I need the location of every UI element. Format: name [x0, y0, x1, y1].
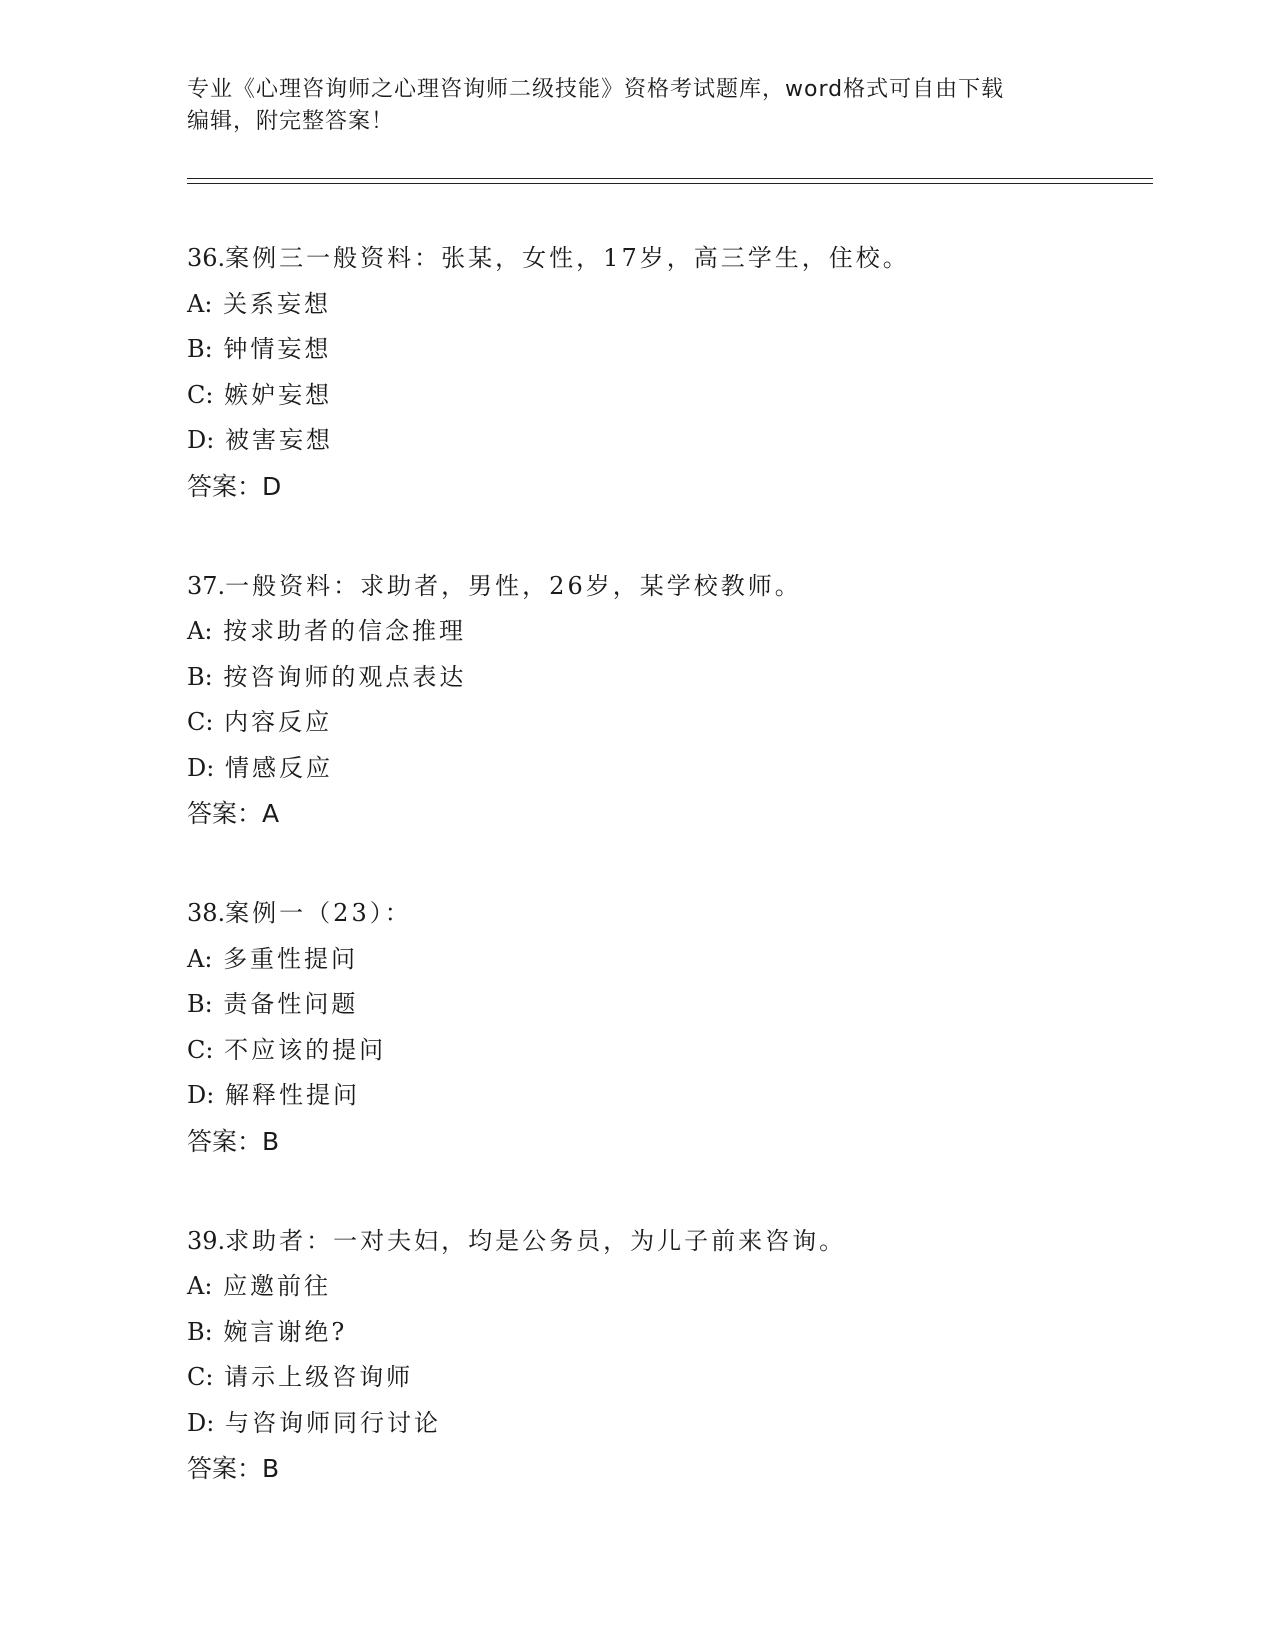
option-key: C: — [187, 1035, 214, 1064]
question-number: 37. — [187, 571, 226, 600]
option-a — [187, 1264, 1153, 1310]
option-text: 按求助者的信念推理 — [223, 617, 467, 645]
answer-label: 答案： — [187, 1454, 263, 1483]
question-36 — [187, 236, 1153, 510]
option-c — [187, 1028, 1153, 1074]
answer-label: 答案： — [187, 1126, 263, 1156]
question-39 — [187, 1219, 1153, 1493]
header-divider-top — [187, 178, 1153, 179]
option-c — [187, 700, 1153, 746]
option-key: D: — [187, 426, 215, 454]
option-text: 应邀前往 — [223, 1272, 332, 1300]
answer-label: 答案： — [187, 471, 263, 501]
option-a — [187, 282, 1153, 328]
option-d — [187, 418, 1153, 464]
question-stem — [187, 564, 1153, 610]
option-key: A: — [187, 617, 213, 645]
question-number: 39. — [187, 1226, 226, 1255]
option-b — [187, 655, 1153, 701]
option-text: 嫉妒妄想 — [224, 380, 333, 409]
answer-value: A — [262, 799, 280, 828]
option-b — [187, 1310, 1153, 1356]
option-key: B: — [187, 990, 213, 1018]
option-key: A: — [187, 289, 213, 318]
question-stem — [187, 891, 1153, 937]
option-text: 婉言谢绝? — [223, 1317, 348, 1346]
option-key: B: — [187, 662, 213, 691]
option-key: B: — [187, 1317, 213, 1346]
header-line-2: 编辑，附完整答案！ — [187, 109, 395, 134]
option-key: C: — [187, 708, 214, 736]
answer-label: 答案： — [187, 799, 263, 828]
option-a — [187, 937, 1153, 983]
question-37 — [187, 564, 1153, 838]
answer-line — [187, 1446, 1153, 1492]
option-text: 请示上级咨询师 — [224, 1363, 414, 1391]
option-d — [187, 1073, 1153, 1119]
option-key: C: — [187, 380, 214, 409]
question-text: 求助者：一对夫妇，均是公务员，为儿子前来咨询。 — [225, 1226, 847, 1255]
question-number: 38. — [187, 899, 226, 927]
option-text: 钟情妄想 — [223, 335, 332, 363]
option-key: A: — [187, 1272, 213, 1300]
option-text: 按咨询师的观点表达 — [223, 662, 467, 691]
answer-value: D — [262, 471, 282, 501]
option-d — [187, 1401, 1153, 1447]
question-stem — [187, 1219, 1153, 1265]
option-a — [187, 609, 1153, 655]
option-c — [187, 1355, 1153, 1401]
option-c — [187, 373, 1153, 419]
option-key: C: — [187, 1363, 214, 1391]
question-text: 案例一（23）： — [225, 899, 412, 927]
option-text: 被害妄想 — [224, 426, 333, 454]
option-text: 情感反应 — [224, 753, 333, 782]
option-text: 多重性提问 — [223, 944, 359, 973]
question-38 — [187, 891, 1153, 1165]
answer-value: B — [262, 1126, 280, 1156]
question-number: 36. — [187, 244, 226, 272]
option-d — [187, 746, 1153, 792]
option-key: D: — [187, 753, 215, 782]
question-stem — [187, 236, 1153, 282]
option-text: 内容反应 — [224, 708, 333, 736]
option-text: 不应该的提问 — [224, 1035, 387, 1064]
option-text: 解释性提问 — [224, 1081, 360, 1109]
header-divider-bottom — [187, 183, 1153, 184]
question-text: 案例三一般资料：张某，女性，17岁，高三学生，住校。 — [225, 244, 910, 272]
header-line-1: 专业《心理咨询师之心理咨询师二级技能》资格考试题库，word格式可自由下载 — [187, 77, 1005, 102]
option-text: 责备性问题 — [223, 990, 359, 1018]
answer-line — [187, 464, 1153, 510]
option-key: D: — [187, 1408, 215, 1437]
option-b — [187, 327, 1153, 373]
answer-line — [187, 1119, 1153, 1165]
answer-line — [187, 791, 1153, 837]
option-key: D: — [187, 1081, 215, 1109]
question-list — [187, 236, 1153, 1546]
answer-value: B — [262, 1454, 280, 1483]
document-header — [187, 74, 1087, 138]
option-text: 与咨询师同行讨论 — [224, 1408, 441, 1437]
option-key: B: — [187, 335, 213, 363]
question-text: 一般资料：求助者，男性，26岁，某学校教师。 — [225, 571, 802, 600]
option-b — [187, 982, 1153, 1028]
option-text: 关系妄想 — [223, 289, 332, 318]
option-key: A: — [187, 944, 213, 973]
